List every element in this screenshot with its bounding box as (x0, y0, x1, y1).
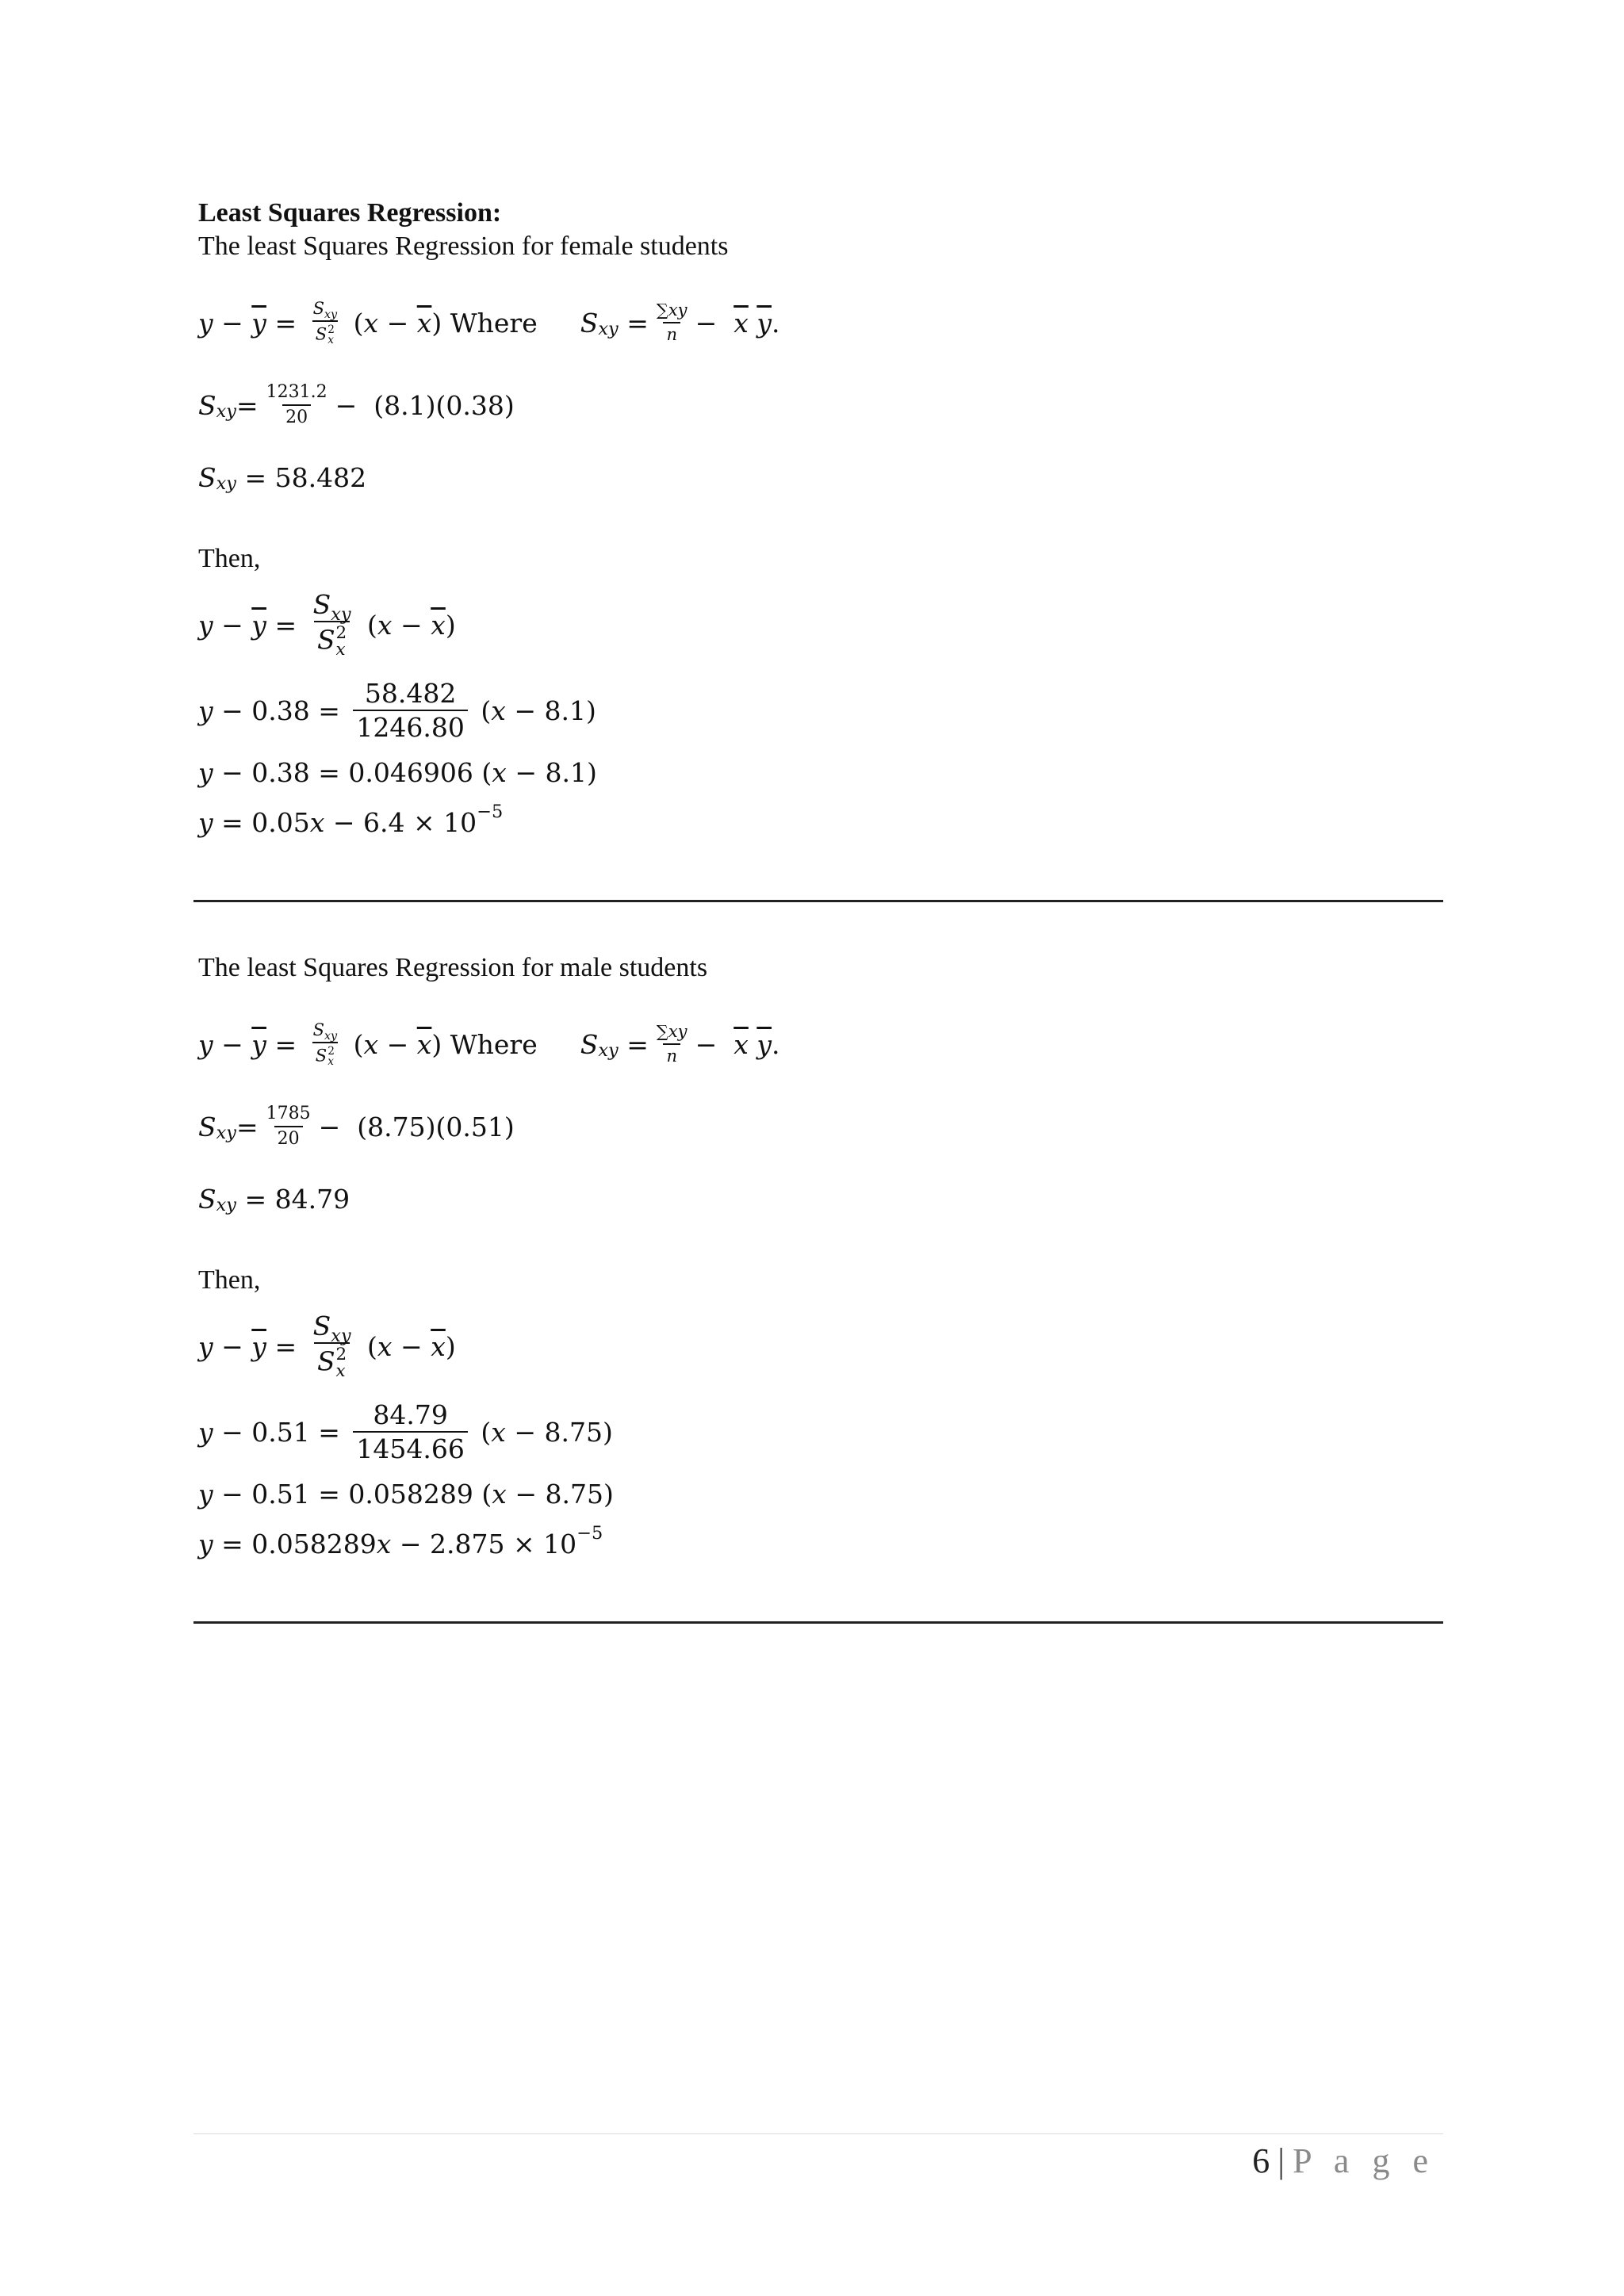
male-step-denominator: 1454.66 (353, 1431, 467, 1462)
female-sxy-tail: (8.1)(0.38) (373, 389, 515, 421)
male-final-exp: −5 (576, 1523, 603, 1544)
male-sxy-result: S xy = 84.79 (198, 1183, 350, 1215)
female-then: Then, (198, 544, 261, 573)
male-formula-repeat: y − $\overline{y}$ = $S_{xy}$ S 2 x ( x − $\overline{x}$ ) (198, 1311, 456, 1381)
female-final-exp: −5 (477, 802, 504, 823)
female-x-mean: 8.1 (544, 695, 587, 726)
female-final-equation: y = 0.05 x − 6.4 × 10 −5 (198, 802, 504, 838)
section-divider (193, 900, 1443, 902)
male-intro: The least Squares Regression for male students (198, 953, 708, 982)
female-slope-value: 0.046906 (348, 756, 473, 788)
male-y-mean: 0.51 (251, 1416, 310, 1448)
male-x-mean: 8.75 (544, 1416, 603, 1448)
female-slope-line: y − 0.38 = 0.046906 ( x − 8.1 ) (198, 756, 597, 788)
female-slope-lhs: 0.38 (251, 756, 310, 788)
male-general-formula: y − $\overline{y}$ = $S_{xy}$ S 2 x ( x − $\overline{x}$ ) Where S xy = $\frac{\sum xy}{n}$ − $\overline{x}$ $\overline{y}$ . (198, 1020, 780, 1068)
female-sxy-numerator: 1231.2 (266, 382, 327, 402)
female-general-formula: y − $\overline{y}$ = $S_{xy}$ S 2 x ( x − $\overline{x}$ ) Where S xy = $\frac{\sum xy}{n}$ − $\overline{x}$ $\overline{y}$ . (198, 298, 780, 346)
male-final-coef: 0.058289 (251, 1528, 377, 1559)
female-sxy-calculation: S xy = $\frac{1231.2}{20}$ − (8.1)(0.38) (198, 382, 515, 427)
page-footer (1252, 2141, 1435, 2181)
female-sxy-result-value: 58.482 (274, 461, 367, 493)
male-sxy-calculation: S xy = $\frac{1785}{20}$ − (8.75)(0.51) (198, 1104, 515, 1149)
female-intro: The least Squares Regression for female students (198, 232, 729, 261)
male-sxy-denominator: 20 (274, 1126, 303, 1148)
female-final-coef: 0.05 (251, 806, 310, 838)
page-label: P a g e (1293, 2141, 1435, 2180)
male-sxy-numerator: 1785 (266, 1104, 311, 1123)
female-formula-repeat: y − $\overline{y}$ = $S_{xy}$ S 2 x ( x − $\overline{x}$ ) (198, 589, 456, 660)
male-final-equation: y = 0.058289 x − 2.875 × 10 −5 (198, 1523, 603, 1559)
section-divider (193, 1621, 1443, 1624)
female-final-const: 6.4 (363, 806, 405, 838)
male-step-numerator: 84.79 (373, 1399, 448, 1430)
section-heading: Least Squares Regression: (198, 198, 502, 228)
male-where-label: Where (450, 1028, 538, 1060)
female-sxy-denominator: 20 (282, 404, 311, 427)
male-slope-lhs: 0.51 (251, 1478, 310, 1510)
female-where-label: Where (450, 307, 538, 339)
male-slope-line: y − 0.51 = 0.058289 ( x − 8.75 ) (198, 1478, 614, 1510)
footer-separator: | (1277, 2141, 1285, 2180)
male-final-const: 2.875 (430, 1528, 505, 1559)
male-then: Then, (198, 1265, 261, 1295)
male-sxy-tail: (8.75)(0.51) (357, 1111, 515, 1142)
female-y-mean: 0.38 (251, 695, 310, 726)
female-substitution: y − 0.38 = $\frac{58.482}{1246.80}$ ( x − 8.1 ) (198, 678, 596, 743)
female-step-numerator: 58.482 (364, 678, 457, 709)
male-sxy-result-value: 84.79 (274, 1183, 350, 1215)
page-number: 6 (1252, 2141, 1270, 2180)
female-step-denominator: 1246.80 (353, 710, 467, 740)
male-substitution: y − 0.51 = $\frac{84.79}{1454.66}$ ( x − 8.75 ) (198, 1399, 613, 1464)
male-slope-xbar: 8.75 (545, 1478, 604, 1510)
female-sxy-result: S xy = 58.482 (198, 461, 367, 494)
female-slope-xbar: 8.1 (545, 756, 588, 788)
footer-divider (193, 2133, 1443, 2134)
male-slope-value: 0.058289 (348, 1478, 473, 1510)
